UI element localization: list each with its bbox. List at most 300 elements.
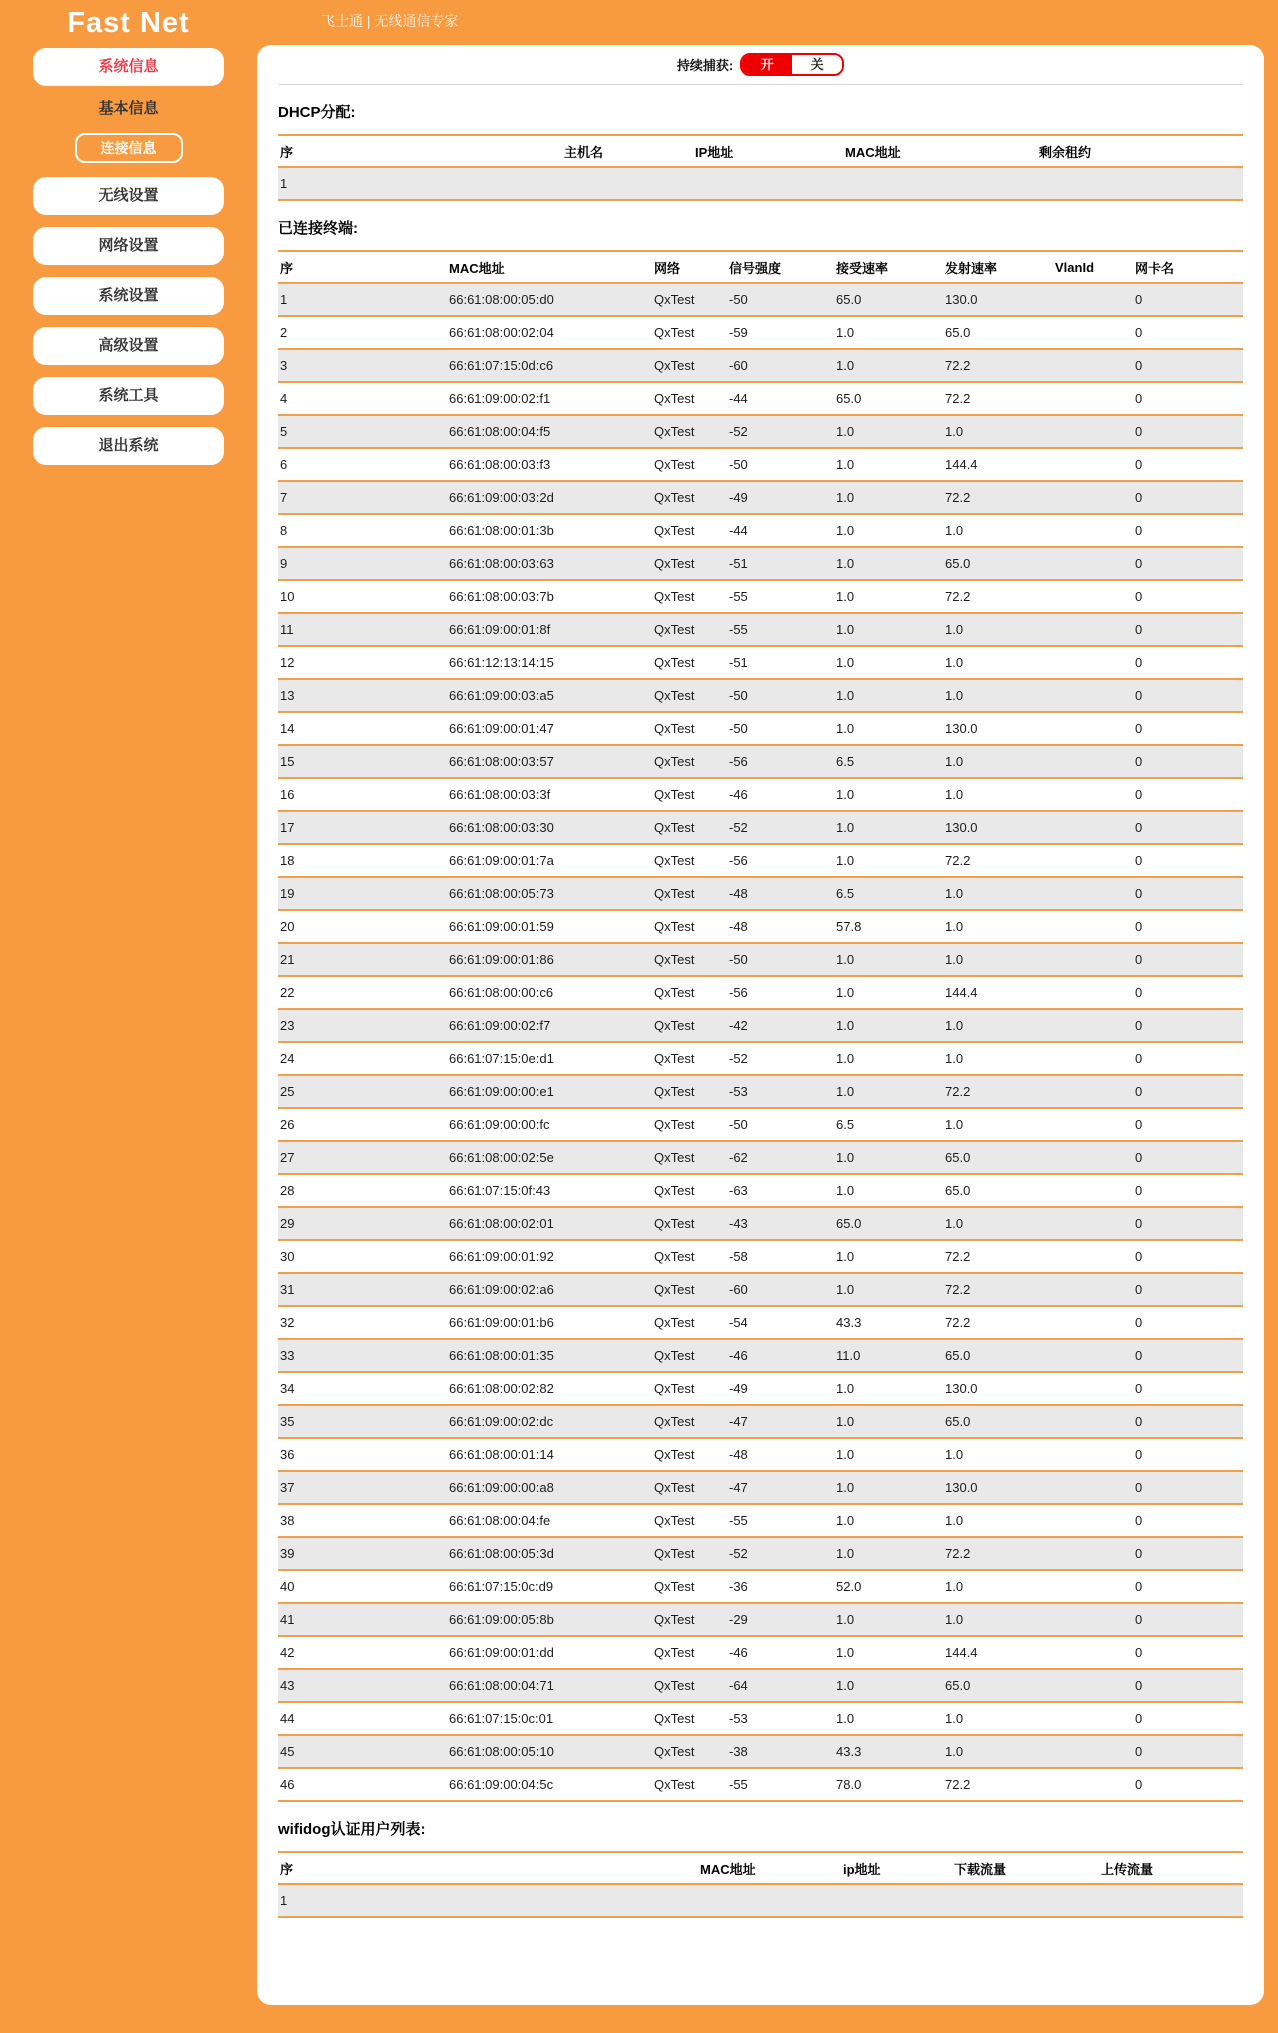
table-cell: QxTest [654,589,695,604]
table-cell: 0 [1135,1447,1143,1462]
table-cell: 130.0 [945,1381,978,1396]
table-cell [1053,613,1133,646]
table-row [278,1174,1243,1207]
table-cell: 66:61:08:00:03:57 [449,754,554,769]
table-cell [1053,1537,1133,1570]
table-cell: QxTest [654,391,695,406]
table-cell: 0 [1135,886,1143,901]
table-cell: QxTest [654,1084,695,1099]
table-cell: 78.0 [836,1777,862,1792]
table-cell: -44 [729,523,748,538]
table-cell: QxTest [654,1414,695,1429]
table-row [278,1108,1243,1141]
table-cell: 66:61:07:15:0f:43 [449,1183,551,1198]
sidebar-menu [0,46,257,465]
table-cell: 65.0 [836,292,862,307]
table-cell: 1.0 [836,655,855,670]
table-cell: 0 [1135,985,1143,1000]
table-cell: -48 [729,919,748,934]
table-row [278,448,1243,481]
table-cell [1037,167,1243,200]
table-cell: 0 [1135,1150,1143,1165]
table-cell [1053,976,1133,1009]
column-header: IP地址 [695,144,734,160]
table-cell [1053,910,1133,943]
table-row [278,679,1243,712]
table-cell: 66:61:08:00:02:82 [449,1381,554,1396]
table-cell: QxTest [654,1051,695,1066]
table-cell: 66:61:09:00:04:5c [449,1777,554,1792]
table-cell [1053,514,1133,547]
table-cell: 66:61:08:00:01:14 [449,1447,554,1462]
table-cell: 72.2 [945,853,971,868]
table-cell: -47 [729,1414,748,1429]
table-cell: 66:61:08:00:01:35 [449,1348,554,1363]
table-cell: 0 [1135,1282,1143,1297]
column-header: 序 [280,260,294,276]
table-cell: 0 [1135,1117,1143,1132]
table-cell: 65.0 [836,1216,862,1231]
table-cell: 13 [280,688,295,703]
table-cell: -56 [729,754,748,769]
table-cell: 1.0 [836,1513,855,1528]
table-cell: -55 [729,1513,748,1528]
table-cell: 1.0 [836,1546,855,1561]
table-row [278,844,1243,877]
table-cell: 18 [280,853,295,868]
column-header: MAC地址 [845,144,901,160]
table-cell [1053,1372,1133,1405]
table-cell: 72.2 [945,589,971,604]
table-cell: 65.0 [945,325,971,340]
table-cell [1053,448,1133,481]
table-cell: 1.0 [836,688,855,703]
table-cell: QxTest [654,820,695,835]
table-cell: 22 [280,985,295,1000]
table-cell: QxTest [654,919,695,934]
sidebar-item[interactable]: 基本信息 [98,100,159,117]
table-cell: 0 [1135,1084,1143,1099]
table-cell: 72.2 [945,1282,971,1297]
table-cell: QxTest [654,1150,695,1165]
table-cell: -47 [729,1480,748,1495]
table-cell: 1.0 [836,985,855,1000]
table-cell: QxTest [654,1249,695,1264]
table-cell: 0 [1135,1480,1143,1495]
table-row [278,514,1243,547]
table-row [278,1141,1243,1174]
table-cell: 66:61:08:00:03:7b [449,589,554,604]
table-cell: 43.3 [836,1315,862,1330]
table-cell: 57.8 [836,919,862,934]
table-row [278,1669,1243,1702]
table-cell: 44 [280,1711,295,1726]
table-cell: 0 [1135,1645,1143,1660]
app-logo: Fast Net [67,7,190,39]
table-cell: 14 [280,721,295,736]
table-cell: 1.0 [945,919,964,934]
sidebar-item[interactable]: 无线设置 [33,177,224,215]
table-row [278,1405,1243,1438]
table-cell [1053,1669,1133,1702]
table-cell [1053,415,1133,448]
table-row [278,167,1243,200]
sidebar-item[interactable]: 退出系统 [33,427,224,465]
table-cell: 1.0 [945,655,964,670]
table-cell: 72.2 [945,1777,971,1792]
table-cell: QxTest [654,424,695,439]
column-header: 上传流量 [1101,1861,1154,1877]
table-cell: 1.0 [836,589,855,604]
table-cell: -53 [729,1711,748,1726]
table-cell: 0 [1135,1348,1143,1363]
dhcp-header-row [278,135,1243,167]
table-cell: -55 [729,589,748,604]
table-cell: 1.0 [945,1051,964,1066]
capture-on-button[interactable]: 开 [742,55,792,74]
table-cell [1053,580,1133,613]
table-cell: -50 [729,1117,748,1132]
table-cell: -59 [729,325,748,340]
table-cell: 66:61:09:00:01:47 [449,721,554,736]
sidebar-item[interactable]: 系统工具 [33,377,224,415]
dhcp-table [278,134,1243,201]
table-cell [952,1884,1099,1917]
table-cell: 1.0 [836,1480,855,1495]
table-cell [1053,712,1133,745]
table-cell [1053,1504,1133,1537]
table-cell: QxTest [654,1183,695,1198]
table-cell: -53 [729,1084,748,1099]
wifidog-header-row [278,1852,1243,1884]
table-cell [1053,877,1133,910]
table-cell: 130.0 [945,820,978,835]
table-cell: -64 [729,1678,748,1693]
table-cell [562,167,693,200]
table-row [278,1471,1243,1504]
table-row [278,646,1243,679]
table-row [278,1306,1243,1339]
table-cell: QxTest [654,1480,695,1495]
table-cell: 0 [1135,1711,1143,1726]
table-cell: 1.0 [836,1447,855,1462]
table-cell [1053,1240,1133,1273]
table-cell: 66:61:08:00:00:c6 [449,985,554,1000]
table-row [278,811,1243,844]
table-cell: 0 [1135,424,1143,439]
table-cell: QxTest [654,490,695,505]
table-cell: 0 [1135,490,1143,505]
table-cell: 66:61:08:00:05:10 [449,1744,554,1759]
table-cell: 1.0 [836,1381,855,1396]
table-cell: 9 [280,556,288,571]
table-cell: 20 [280,919,295,934]
top-header [257,0,1264,45]
table-cell: 1.0 [836,457,855,472]
column-header: 序 [280,1861,294,1877]
table-cell: 65.0 [945,1183,971,1198]
table-cell: 66:61:09:00:03:a5 [449,688,554,703]
table-cell: 130.0 [945,292,978,307]
table-row [278,1603,1243,1636]
sidebar-item[interactable]: 系统设置 [33,277,224,315]
table-cell [1053,1174,1133,1207]
table-cell [1053,679,1133,712]
table-cell: 0 [1135,391,1143,406]
table-cell: 1.0 [836,1282,855,1297]
table-cell: 66:61:08:00:03:f3 [449,457,551,472]
table-cell: 66:61:08:00:04:71 [449,1678,554,1693]
table-cell: 66:61:08:00:03:3f [449,787,551,802]
table-cell: 23 [280,1018,295,1033]
table-row [278,1570,1243,1603]
sidebar [0,0,257,477]
table-cell: QxTest [654,721,695,736]
table-cell [1053,1438,1133,1471]
table-cell: 1.0 [945,1018,964,1033]
table-cell: 1.0 [836,1084,855,1099]
table-row [278,481,1243,514]
table-cell: 26 [280,1117,295,1132]
table-cell: 66:61:09:00:00:fc [449,1117,550,1132]
table-cell [1053,943,1133,976]
table-cell: 1.0 [945,952,964,967]
table-cell: 66:61:09:00:01:b6 [449,1315,554,1330]
table-cell: 45 [280,1744,295,1759]
column-header: 网卡名 [1135,260,1175,276]
table-cell: 0 [1135,1414,1143,1429]
table-cell: 1.0 [945,1216,964,1231]
table-cell: 0 [1135,1051,1143,1066]
table-cell: 1.0 [836,490,855,505]
table-cell: 130.0 [945,721,978,736]
table-cell: 37 [280,1480,295,1495]
table-cell: QxTest [654,1777,695,1792]
table-cell: 16 [280,787,295,802]
table-cell: QxTest [654,952,695,967]
table-cell: 66:61:08:00:04:f5 [449,424,551,439]
table-cell: 66:61:08:00:02:01 [449,1216,554,1231]
table-cell: QxTest [654,1678,695,1693]
column-header: 主机名 [564,144,604,160]
column-header: 序 [280,144,294,160]
table-cell: 0 [1135,1546,1143,1561]
table-cell: 1 [280,176,288,191]
table-cell: -55 [729,1777,748,1792]
table-cell: -46 [729,1645,748,1660]
table-cell: 1.0 [836,1645,855,1660]
table-cell: QxTest [654,985,695,1000]
table-row [278,1702,1243,1735]
table-cell: -51 [729,556,748,571]
table-cell: 27 [280,1150,295,1165]
table-cell [1053,778,1133,811]
table-row [278,943,1243,976]
table-cell: 35 [280,1414,295,1429]
table-cell [1053,844,1133,877]
table-cell: 0 [1135,688,1143,703]
table-cell: QxTest [654,1645,695,1660]
table-cell: -52 [729,820,748,835]
table-row [278,1009,1243,1042]
table-cell: 66:61:08:00:03:30 [449,820,554,835]
table-cell: 30 [280,1249,295,1264]
table-cell: 1.0 [836,523,855,538]
table-cell [1053,316,1133,349]
table-cell: 0 [1135,1678,1143,1693]
table-cell: QxTest [654,1348,695,1363]
table-cell: QxTest [654,754,695,769]
table-cell: 1.0 [836,1678,855,1693]
table-cell: 65.0 [836,391,862,406]
table-cell: 0 [1135,820,1143,835]
table-cell: 29 [280,1216,295,1231]
sidebar-item[interactable]: 连接信息 [75,133,183,163]
table-cell: 52.0 [836,1579,862,1594]
column-header: ip地址 [843,1861,881,1877]
table-cell [1053,547,1133,580]
table-cell: 66:61:09:00:02:f1 [449,391,551,406]
table-row [278,1372,1243,1405]
column-header: 接受速率 [836,260,889,276]
table-row [278,316,1243,349]
table-cell: -58 [729,1249,748,1264]
table-row [278,712,1243,745]
table-cell: 1.0 [945,886,964,901]
table-cell: QxTest [654,1018,695,1033]
terminals-header-row [278,251,1243,283]
table-cell [1053,1471,1133,1504]
table-cell: 66:61:09:00:01:86 [449,952,554,967]
table-row [278,1042,1243,1075]
table-cell: 6.5 [836,886,855,901]
table-row [278,1273,1243,1306]
wifidog-section-title: wifidog认证用户列表: [278,1821,426,1838]
table-cell: -49 [729,1381,748,1396]
table-cell: 66:61:08:00:02:04 [449,325,554,340]
table-cell: 0 [1135,721,1143,736]
table-cell: 144.4 [945,1645,978,1660]
table-cell: 24 [280,1051,295,1066]
table-cell [1053,1405,1133,1438]
table-row [278,1768,1243,1801]
table-cell: 40 [280,1579,295,1594]
table-cell: -56 [729,985,748,1000]
table-cell: 65.0 [945,1678,971,1693]
table-cell: QxTest [654,325,695,340]
table-cell: 0 [1135,754,1143,769]
table-cell [1053,1339,1133,1372]
table-cell: -43 [729,1216,748,1231]
table-row [278,1075,1243,1108]
sidebar-item[interactable]: 网络设置 [33,227,224,265]
table-cell: 130.0 [945,1480,978,1495]
table-cell: 1.0 [836,1711,855,1726]
table-cell: 0 [1135,556,1143,571]
table-row [278,1636,1243,1669]
table-cell: 66:61:08:00:05:3d [449,1546,554,1561]
table-cell: -52 [729,1051,748,1066]
table-cell: 8 [280,523,288,538]
table-cell: 5 [280,424,288,439]
table-cell: 1.0 [836,622,855,637]
table-cell: QxTest [654,853,695,868]
table-cell: -60 [729,1282,748,1297]
table-row [278,415,1243,448]
table-cell: 66:61:08:00:05:d0 [449,292,554,307]
table-cell [1053,1636,1133,1669]
table-cell [1053,382,1133,415]
table-cell: 0 [1135,523,1143,538]
table-row [278,1537,1243,1570]
table-cell: -48 [729,1447,748,1462]
table-row [278,1240,1243,1273]
table-cell [1053,1768,1133,1801]
table-row [278,283,1243,316]
table-cell: 43.3 [836,1744,862,1759]
table-cell: 65.0 [945,1150,971,1165]
table-row [278,1207,1243,1240]
table-row [278,613,1243,646]
table-cell: QxTest [654,523,695,538]
table-cell: -38 [729,1744,748,1759]
table-cell [1053,646,1133,679]
table-cell: 1.0 [945,424,964,439]
table-cell: -48 [729,886,748,901]
table-cell: 65.0 [945,1348,971,1363]
sidebar-item[interactable]: 高级设置 [33,327,224,365]
table-cell: 66:61:09:00:01:8f [449,622,551,637]
table-cell [843,167,1037,200]
table-cell: QxTest [654,622,695,637]
table-cell: 12 [280,655,295,670]
table-cell: 66:61:07:15:0c:01 [449,1711,554,1726]
capture-off-button[interactable]: 关 [792,55,842,74]
table-cell: 1.0 [945,787,964,802]
table-cell: 1.0 [836,1249,855,1264]
table-cell: 66:61:09:00:03:2d [449,490,554,505]
table-cell: 1.0 [945,1513,964,1528]
table-cell: 0 [1135,292,1143,307]
table-cell [1053,1570,1133,1603]
table-cell [1053,1603,1133,1636]
table-cell: 38 [280,1513,295,1528]
table-cell: QxTest [654,1612,695,1627]
table-cell: 66:61:08:00:01:3b [449,523,554,538]
table-cell: 0 [1135,589,1143,604]
table-row [278,1735,1243,1768]
table-cell [1053,1273,1133,1306]
table-cell: 1.0 [836,787,855,802]
column-header: 剩余租约 [1039,144,1092,160]
table-cell: 0 [1135,1381,1143,1396]
table-cell: 0 [1135,1513,1143,1528]
table-cell: 10 [280,589,295,604]
sidebar-item[interactable]: 系统信息 [33,48,224,86]
table-cell: 0 [1135,622,1143,637]
table-row [278,745,1243,778]
table-cell: 1.0 [836,952,855,967]
table-row [278,382,1243,415]
table-row [278,349,1243,382]
table-cell: -52 [729,1546,748,1561]
table-cell: 0 [1135,358,1143,373]
table-row [278,1504,1243,1537]
table-cell: 0 [1135,457,1143,472]
column-header: MAC地址 [449,260,505,276]
table-cell: 1.0 [945,523,964,538]
table-cell [1053,1009,1133,1042]
